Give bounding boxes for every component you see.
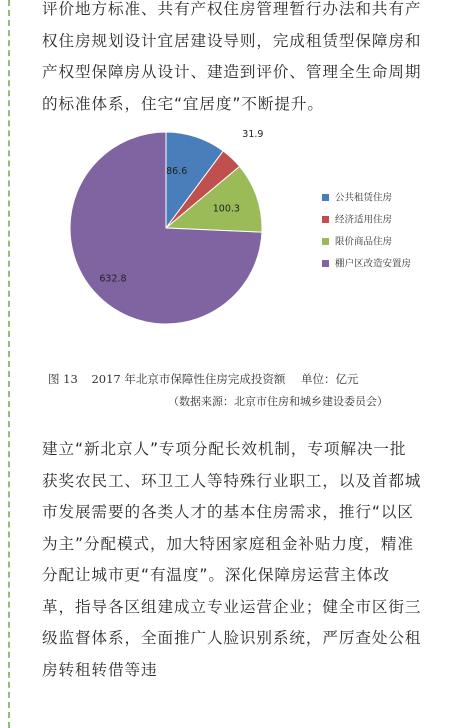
figure-unit: 单位：亿元 <box>301 372 359 386</box>
pie-value-label-1: 86.6 <box>166 165 188 177</box>
figure-number: 图 13 <box>48 372 78 386</box>
legend-label-3: 限价商品住房 <box>335 236 393 248</box>
legend-label-4: 棚户区改造安置房 <box>335 258 412 270</box>
pie-chart <box>42 120 422 370</box>
legend-swatch-3 <box>322 238 329 245</box>
legend-label-2: 经济适用住房 <box>335 214 393 226</box>
left-dashed-border <box>8 0 10 728</box>
article-paragraph-bottom: 建立“新北京人”专项分配长效机制，专项解决一批获奖农民工、环卫工人等特殊行业职工，以及首都城市发展需要的各类人才的基本住房需求，推行“以区为主”分配模式，加大特困家庭租金补贴力度，精准分配让城市更“有温度”。深化保障房运营主体改革，指导各区组建成立专业运营企业；健全市区街三级监督体系，全面推广人脸识别系统，严厉查处公租房转租转借等违 <box>42 440 422 679</box>
figure-source: （数据来源：北京市住房和城乡建设委员会） <box>168 395 388 408</box>
pie-value-label-4: 632.8 <box>99 273 127 285</box>
legend-swatch-1 <box>322 194 329 201</box>
figure-13 <box>42 120 422 432</box>
legend-swatch-2 <box>322 216 329 223</box>
article <box>42 0 422 686</box>
pie-value-label-3: 100.3 <box>212 203 240 215</box>
figure-caption <box>48 371 418 387</box>
legend-swatch-4 <box>322 260 329 267</box>
figure-title: 2017 年北京市保障性住房完成投资额 <box>91 372 286 386</box>
legend-label-1: 公共租赁住房 <box>335 192 393 204</box>
article-paragraph-top: 评价地方标准、共有产权住房管理暂行办法和共有产权住房规划设计宜居建设导则，完成租赁型保障房和产权型保障房从设计、建造到评价、管理全生命周期的标准体系，住宅“宜居度”不断提升。 <box>42 0 422 113</box>
pie-value-label-2: 31.9 <box>242 129 264 141</box>
